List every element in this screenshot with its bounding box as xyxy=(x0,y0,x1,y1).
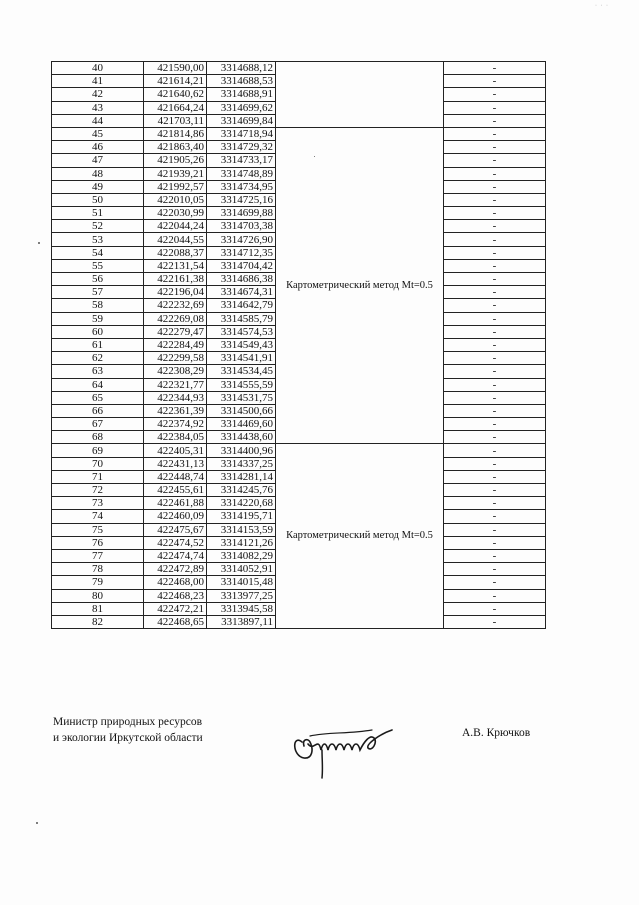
accuracy-cell: - xyxy=(444,378,546,391)
point-number-cell: 50 xyxy=(52,193,144,206)
accuracy-cell: - xyxy=(444,127,546,140)
x-coordinate-cell: 422474,74 xyxy=(144,549,207,562)
accuracy-cell: - xyxy=(444,418,546,431)
y-coordinate-cell: 3314729,32 xyxy=(207,141,276,154)
determination-method-cell: Картометрический метод Mt=0.5 xyxy=(276,127,444,444)
y-coordinate-cell: 3314281,14 xyxy=(207,470,276,483)
accuracy-cell: - xyxy=(444,220,546,233)
point-number-cell: 82 xyxy=(52,615,144,628)
point-number-cell: 52 xyxy=(52,220,144,233)
x-coordinate-cell: 422344,93 xyxy=(144,391,207,404)
y-coordinate-cell: 3314712,35 xyxy=(207,246,276,259)
point-number-cell: 46 xyxy=(52,141,144,154)
y-coordinate-cell: 3314153,59 xyxy=(207,523,276,536)
x-coordinate-cell: 421939,21 xyxy=(144,167,207,180)
point-number-cell: 70 xyxy=(52,457,144,470)
accuracy-cell: - xyxy=(444,602,546,615)
y-coordinate-cell: 3314400,96 xyxy=(207,444,276,457)
point-number-cell: 68 xyxy=(52,431,144,444)
coordinates-table-body xyxy=(52,62,546,629)
point-number-cell: 73 xyxy=(52,497,144,510)
handwritten-signature xyxy=(288,712,398,782)
y-coordinate-cell: 3314733,17 xyxy=(207,154,276,167)
y-coordinate-cell: 3313897,11 xyxy=(207,615,276,628)
accuracy-cell: - xyxy=(444,273,546,286)
y-coordinate-cell: 3313977,25 xyxy=(207,589,276,602)
y-coordinate-cell: 3314748,89 xyxy=(207,167,276,180)
point-number-cell: 41 xyxy=(52,75,144,88)
x-coordinate-cell: 422472,21 xyxy=(144,602,207,615)
accuracy-cell: - xyxy=(444,404,546,417)
y-coordinate-cell: 3314585,79 xyxy=(207,312,276,325)
x-coordinate-cell: 422472,89 xyxy=(144,563,207,576)
y-coordinate-cell: 3314541,91 xyxy=(207,352,276,365)
accuracy-cell: - xyxy=(444,114,546,127)
accuracy-cell: - xyxy=(444,576,546,589)
point-number-cell: 71 xyxy=(52,470,144,483)
table-row xyxy=(52,62,546,75)
point-number-cell: 78 xyxy=(52,563,144,576)
point-number-cell: 76 xyxy=(52,536,144,549)
y-coordinate-cell: 3314688,91 xyxy=(207,88,276,101)
y-coordinate-cell: 3314469,60 xyxy=(207,418,276,431)
accuracy-cell: - xyxy=(444,431,546,444)
accuracy-cell: - xyxy=(444,88,546,101)
point-number-cell: 79 xyxy=(52,576,144,589)
x-coordinate-cell: 422384,05 xyxy=(144,431,207,444)
accuracy-cell: - xyxy=(444,391,546,404)
y-coordinate-cell: 3314531,75 xyxy=(207,391,276,404)
point-number-cell: 59 xyxy=(52,312,144,325)
x-coordinate-cell: 422030,99 xyxy=(144,207,207,220)
x-coordinate-cell: 422196,04 xyxy=(144,286,207,299)
accuracy-cell: - xyxy=(444,325,546,338)
x-coordinate-cell: 422161,38 xyxy=(144,273,207,286)
y-coordinate-cell: 3314082,29 xyxy=(207,549,276,562)
point-number-cell: 44 xyxy=(52,114,144,127)
x-coordinate-cell: 422044,24 xyxy=(144,220,207,233)
accuracy-cell: - xyxy=(444,615,546,628)
y-coordinate-cell: 3314549,43 xyxy=(207,338,276,351)
point-number-cell: 69 xyxy=(52,444,144,457)
y-coordinate-cell: 3314220,68 xyxy=(207,497,276,510)
point-number-cell: 51 xyxy=(52,207,144,220)
point-number-cell: 53 xyxy=(52,233,144,246)
point-number-cell: 67 xyxy=(52,418,144,431)
y-coordinate-cell: 3314500,66 xyxy=(207,404,276,417)
accuracy-cell: - xyxy=(444,233,546,246)
y-coordinate-cell: 3314574,53 xyxy=(207,325,276,338)
point-number-cell: 80 xyxy=(52,589,144,602)
accuracy-cell: - xyxy=(444,101,546,114)
accuracy-cell: - xyxy=(444,536,546,549)
scan-speck xyxy=(36,822,38,824)
x-coordinate-cell: 421992,57 xyxy=(144,180,207,193)
point-number-cell: 66 xyxy=(52,404,144,417)
accuracy-cell: - xyxy=(444,523,546,536)
y-coordinate-cell: 3314704,42 xyxy=(207,259,276,272)
x-coordinate-cell: 422461,88 xyxy=(144,497,207,510)
point-number-cell: 48 xyxy=(52,167,144,180)
scan-speck xyxy=(314,156,315,157)
y-coordinate-cell: 3314015,48 xyxy=(207,576,276,589)
y-coordinate-cell: 3314725,16 xyxy=(207,193,276,206)
signatory-title xyxy=(53,714,203,746)
point-number-cell: 40 xyxy=(52,62,144,75)
x-coordinate-cell: 422455,61 xyxy=(144,484,207,497)
y-coordinate-cell: 3314699,88 xyxy=(207,207,276,220)
x-coordinate-cell: 422460,09 xyxy=(144,510,207,523)
accuracy-cell: - xyxy=(444,180,546,193)
accuracy-cell: - xyxy=(444,299,546,312)
accuracy-cell: - xyxy=(444,470,546,483)
signatory-name: А.В. Крючков xyxy=(462,727,531,739)
accuracy-cell: - xyxy=(444,193,546,206)
y-coordinate-cell: 3314674,31 xyxy=(207,286,276,299)
scan-speck xyxy=(38,242,40,244)
point-number-cell: 58 xyxy=(52,299,144,312)
x-coordinate-cell: 422088,37 xyxy=(144,246,207,259)
accuracy-cell: - xyxy=(444,312,546,325)
x-coordinate-cell: 422361,39 xyxy=(144,404,207,417)
x-coordinate-cell: 421614,21 xyxy=(144,75,207,88)
accuracy-cell: - xyxy=(444,352,546,365)
accuracy-cell: - xyxy=(444,62,546,75)
x-coordinate-cell: 421664,24 xyxy=(144,101,207,114)
y-coordinate-cell: 3314052,91 xyxy=(207,563,276,576)
point-number-cell: 62 xyxy=(52,352,144,365)
y-coordinate-cell: 3314245,76 xyxy=(207,484,276,497)
x-coordinate-cell: 421863,40 xyxy=(144,141,207,154)
y-coordinate-cell: 3314121,26 xyxy=(207,536,276,549)
x-coordinate-cell: 422232,69 xyxy=(144,299,207,312)
point-number-cell: 47 xyxy=(52,154,144,167)
point-number-cell: 43 xyxy=(52,101,144,114)
accuracy-cell: - xyxy=(444,338,546,351)
x-coordinate-cell: 422044,55 xyxy=(144,233,207,246)
point-number-cell: 64 xyxy=(52,378,144,391)
determination-method-cell xyxy=(276,62,444,128)
x-coordinate-cell: 422308,29 xyxy=(144,365,207,378)
x-coordinate-cell: 422475,67 xyxy=(144,523,207,536)
accuracy-cell: - xyxy=(444,549,546,562)
point-number-cell: 57 xyxy=(52,286,144,299)
accuracy-cell: - xyxy=(444,510,546,523)
point-number-cell: 77 xyxy=(52,549,144,562)
y-coordinate-cell: 3314686,38 xyxy=(207,273,276,286)
y-coordinate-cell: 3314726,90 xyxy=(207,233,276,246)
x-coordinate-cell: 422474,52 xyxy=(144,536,207,549)
scan-artifact: · · · xyxy=(595,3,609,9)
y-coordinate-cell: 3314438,60 xyxy=(207,431,276,444)
accuracy-cell: - xyxy=(444,167,546,180)
accuracy-cell: - xyxy=(444,286,546,299)
x-coordinate-cell: 421814,86 xyxy=(144,127,207,140)
x-coordinate-cell: 422010,05 xyxy=(144,193,207,206)
x-coordinate-cell: 421703,11 xyxy=(144,114,207,127)
y-coordinate-cell: 3314699,84 xyxy=(207,114,276,127)
x-coordinate-cell: 421905,26 xyxy=(144,154,207,167)
accuracy-cell: - xyxy=(444,207,546,220)
y-coordinate-cell: 3314688,53 xyxy=(207,75,276,88)
x-coordinate-cell: 422299,58 xyxy=(144,352,207,365)
accuracy-cell: - xyxy=(444,246,546,259)
point-number-cell: 65 xyxy=(52,391,144,404)
x-coordinate-cell: 422468,65 xyxy=(144,615,207,628)
y-coordinate-cell: 3313945,58 xyxy=(207,602,276,615)
x-coordinate-cell: 421590,00 xyxy=(144,62,207,75)
x-coordinate-cell: 422448,74 xyxy=(144,470,207,483)
accuracy-cell: - xyxy=(444,563,546,576)
point-number-cell: 72 xyxy=(52,484,144,497)
y-coordinate-cell: 3314195,71 xyxy=(207,510,276,523)
x-coordinate-cell: 422468,23 xyxy=(144,589,207,602)
y-coordinate-cell: 3314642,79 xyxy=(207,299,276,312)
x-coordinate-cell: 422131,54 xyxy=(144,259,207,272)
point-number-cell: 54 xyxy=(52,246,144,259)
accuracy-cell: - xyxy=(444,154,546,167)
accuracy-cell: - xyxy=(444,365,546,378)
point-number-cell: 74 xyxy=(52,510,144,523)
point-number-cell: 45 xyxy=(52,127,144,140)
point-number-cell: 61 xyxy=(52,338,144,351)
determination-method-cell: Картометрический метод Mt=0.5 xyxy=(276,444,444,629)
x-coordinate-cell: 422374,92 xyxy=(144,418,207,431)
y-coordinate-cell: 3314555,59 xyxy=(207,378,276,391)
accuracy-cell: - xyxy=(444,75,546,88)
y-coordinate-cell: 3314688,12 xyxy=(207,62,276,75)
accuracy-cell: - xyxy=(444,589,546,602)
x-coordinate-cell: 422405,31 xyxy=(144,444,207,457)
accuracy-cell: - xyxy=(444,141,546,154)
x-coordinate-cell: 422284,49 xyxy=(144,338,207,351)
y-coordinate-cell: 3314699,62 xyxy=(207,101,276,114)
x-coordinate-cell: 422269,08 xyxy=(144,312,207,325)
point-number-cell: 75 xyxy=(52,523,144,536)
point-number-cell: 55 xyxy=(52,259,144,272)
accuracy-cell: - xyxy=(444,259,546,272)
x-coordinate-cell: 421640,62 xyxy=(144,88,207,101)
coordinates-table xyxy=(51,61,546,629)
point-number-cell: 81 xyxy=(52,602,144,615)
point-number-cell: 63 xyxy=(52,365,144,378)
signatory-title-line-2: и экологии Иркутской области xyxy=(53,732,203,744)
table-row xyxy=(52,444,546,457)
accuracy-cell: - xyxy=(444,497,546,510)
point-number-cell: 49 xyxy=(52,180,144,193)
point-number-cell: 42 xyxy=(52,88,144,101)
table-row xyxy=(52,127,546,140)
x-coordinate-cell: 422321,77 xyxy=(144,378,207,391)
y-coordinate-cell: 3314718,94 xyxy=(207,127,276,140)
x-coordinate-cell: 422279,47 xyxy=(144,325,207,338)
y-coordinate-cell: 3314703,38 xyxy=(207,220,276,233)
x-coordinate-cell: 422468,00 xyxy=(144,576,207,589)
y-coordinate-cell: 3314534,45 xyxy=(207,365,276,378)
signatory-title-line-1: Министр природных ресурсов xyxy=(53,716,203,728)
x-coordinate-cell: 422431,13 xyxy=(144,457,207,470)
point-number-cell: 56 xyxy=(52,273,144,286)
y-coordinate-cell: 3314337,25 xyxy=(207,457,276,470)
point-number-cell: 60 xyxy=(52,325,144,338)
accuracy-cell: - xyxy=(444,444,546,457)
y-coordinate-cell: 3314734,95 xyxy=(207,180,276,193)
accuracy-cell: - xyxy=(444,457,546,470)
accuracy-cell: - xyxy=(444,484,546,497)
